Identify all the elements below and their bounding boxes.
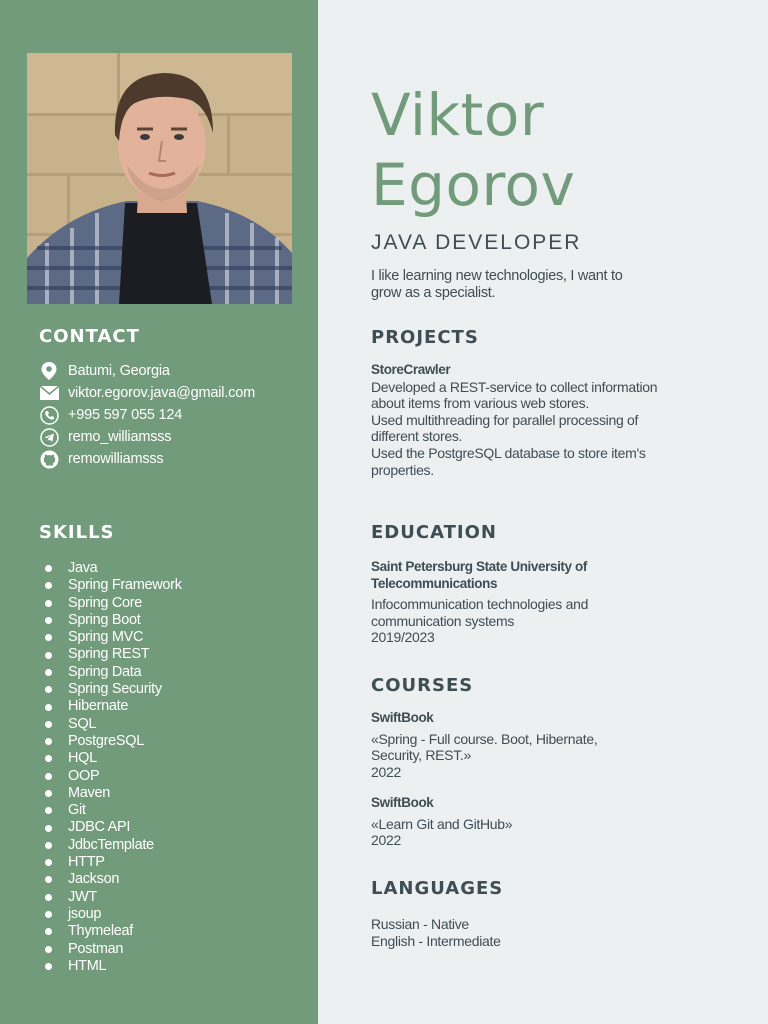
skill-item xyxy=(45,698,182,715)
about-text: I like learning new technologies, I want to grow as a specialist. xyxy=(371,268,623,301)
skill-label: Spring Data xyxy=(68,663,142,680)
skill-item xyxy=(45,819,182,836)
project-entry xyxy=(371,362,661,478)
skill-item xyxy=(45,595,182,612)
course-name: «Spring - Full course. Boot, Hibernate, Security, REST.» xyxy=(371,730,598,764)
contact-item-github[interactable] xyxy=(39,448,255,470)
bullet-icon xyxy=(45,686,52,693)
skill-item xyxy=(45,629,182,646)
skill-label: jsoup xyxy=(68,905,102,922)
skill-label: JWT xyxy=(68,888,97,905)
skill-label: JDBC API xyxy=(68,819,131,836)
course-entry xyxy=(371,710,661,780)
sidebar xyxy=(0,0,318,1024)
github-icon xyxy=(39,449,59,469)
skills-list xyxy=(45,560,182,975)
course-name: «Learn Git and GitHub» xyxy=(371,815,513,832)
skill-label: OOP xyxy=(68,767,100,784)
languages-heading: LANGUAGES xyxy=(371,878,504,899)
education-school: Saint Petersburg State University of Telecommunications xyxy=(371,559,587,591)
skill-label: Maven xyxy=(68,784,111,801)
skill-item xyxy=(45,612,182,629)
contact-github-text[interactable]: remowilliamsss xyxy=(68,451,164,467)
skill-item xyxy=(45,837,182,854)
bullet-icon xyxy=(45,946,52,953)
bullet-icon xyxy=(45,825,52,832)
skill-label: Spring Core xyxy=(68,594,143,611)
contact-heading: CONTACT xyxy=(39,326,140,347)
projects-heading: PROJECTS xyxy=(371,327,479,348)
courses-heading: COURSES xyxy=(371,675,474,696)
bullet-icon xyxy=(45,963,52,970)
skill-item xyxy=(45,871,182,888)
skills-heading: SKILLS xyxy=(39,522,115,543)
course-entry xyxy=(371,795,661,849)
main-content xyxy=(318,0,768,1024)
contact-phone-text[interactable]: +995 597 055 124 xyxy=(68,407,183,423)
course-year: 2022 xyxy=(371,763,401,780)
full-name xyxy=(371,80,575,220)
bullet-icon xyxy=(45,842,52,849)
bullet-icon xyxy=(45,721,52,728)
bullet-icon xyxy=(45,634,52,641)
phone-icon xyxy=(39,405,59,425)
skill-label: Spring Boot xyxy=(68,611,141,628)
skill-label: HQL xyxy=(68,750,97,767)
bullet-icon xyxy=(45,894,52,901)
profile-photo xyxy=(27,53,292,304)
skill-item xyxy=(45,768,182,785)
bullet-icon xyxy=(45,600,52,607)
skill-label: HTML xyxy=(68,957,107,974)
contact-item-email[interactable] xyxy=(39,382,255,404)
bullet-icon xyxy=(45,565,52,572)
contact-item-location xyxy=(39,360,255,382)
bullet-icon xyxy=(45,807,52,814)
bullet-icon xyxy=(45,790,52,797)
contact-list xyxy=(39,360,255,470)
course-provider: SwiftBook xyxy=(371,710,434,725)
skill-label: Hibernate xyxy=(68,698,129,715)
contact-item-phone[interactable] xyxy=(39,404,255,426)
skill-item xyxy=(45,733,182,750)
project-line: Developed a REST-service to collect information about items from various web stores. xyxy=(371,378,658,412)
job-title: JAVA DEVELOPER xyxy=(371,231,582,254)
bullet-icon xyxy=(45,582,52,589)
education-entry xyxy=(371,559,661,646)
skill-label: Thymeleaf xyxy=(68,923,133,940)
languages-list xyxy=(371,916,661,949)
skill-label: Java xyxy=(68,560,98,576)
skill-label: HTTP xyxy=(68,854,105,871)
bullet-icon xyxy=(45,928,52,935)
skill-label: Git xyxy=(68,802,86,819)
skill-label: Spring REST xyxy=(68,646,150,663)
skill-item xyxy=(45,889,182,906)
skill-item xyxy=(45,646,182,663)
language-item: Russian - Native xyxy=(371,916,469,932)
project-title: StoreCrawler xyxy=(371,362,451,377)
telegram-icon xyxy=(39,427,59,447)
skill-label: PostgreSQL xyxy=(68,732,144,749)
skill-item xyxy=(45,750,182,767)
skill-item xyxy=(45,802,182,819)
skill-item xyxy=(45,560,182,577)
bullet-icon xyxy=(45,738,52,745)
skill-item xyxy=(45,716,182,733)
skill-item xyxy=(45,577,182,594)
bullet-icon xyxy=(45,876,52,883)
bullet-icon xyxy=(45,859,52,866)
skill-item xyxy=(45,785,182,802)
skill-label: JdbcTemplate xyxy=(68,836,154,853)
bullet-icon xyxy=(45,911,52,918)
skill-item xyxy=(45,664,182,681)
skill-label: Spring MVC xyxy=(68,629,144,646)
contact-telegram-text[interactable]: remo_williamsss xyxy=(68,429,172,445)
skill-label: Spring Security xyxy=(68,681,162,698)
bullet-icon xyxy=(45,617,52,624)
education-field: Infocommunication technologies and communication systems xyxy=(371,596,589,629)
mail-icon xyxy=(39,383,59,403)
skill-label: Postman xyxy=(68,940,124,957)
skill-item xyxy=(45,941,182,958)
skill-item xyxy=(45,854,182,871)
course-year: 2022 xyxy=(371,832,401,849)
skill-label: Jackson xyxy=(68,871,120,888)
contact-email-text[interactable]: viktor.egorov.java@gmail.com xyxy=(68,385,255,401)
course-provider: SwiftBook xyxy=(371,795,434,810)
language-item: English - Intermediate xyxy=(371,932,501,949)
skill-label: SQL xyxy=(68,715,97,732)
skill-item xyxy=(45,681,182,698)
skill-item xyxy=(45,923,182,940)
project-line: Used the PostgreSQL database to store item's properties. xyxy=(371,444,646,478)
education-heading: EDUCATION xyxy=(371,522,497,543)
location-pin-icon xyxy=(39,361,59,381)
skill-label: Spring Framework xyxy=(68,577,182,594)
first-name: Viktor xyxy=(371,81,545,149)
bullet-icon xyxy=(45,704,52,711)
contact-item-telegram[interactable] xyxy=(39,426,255,448)
skill-item xyxy=(45,906,182,923)
skill-item xyxy=(45,958,182,975)
bullet-icon xyxy=(45,773,52,780)
bullet-icon xyxy=(45,652,52,659)
last-name: Egorov xyxy=(371,151,576,219)
bullet-icon xyxy=(45,755,52,762)
project-line: Used multithreading for parallel processing of different stores. xyxy=(371,411,639,445)
bullet-icon xyxy=(45,669,52,676)
contact-location-text: Batumi, Georgia xyxy=(68,363,170,379)
education-years: 2019/2023 xyxy=(371,629,435,646)
